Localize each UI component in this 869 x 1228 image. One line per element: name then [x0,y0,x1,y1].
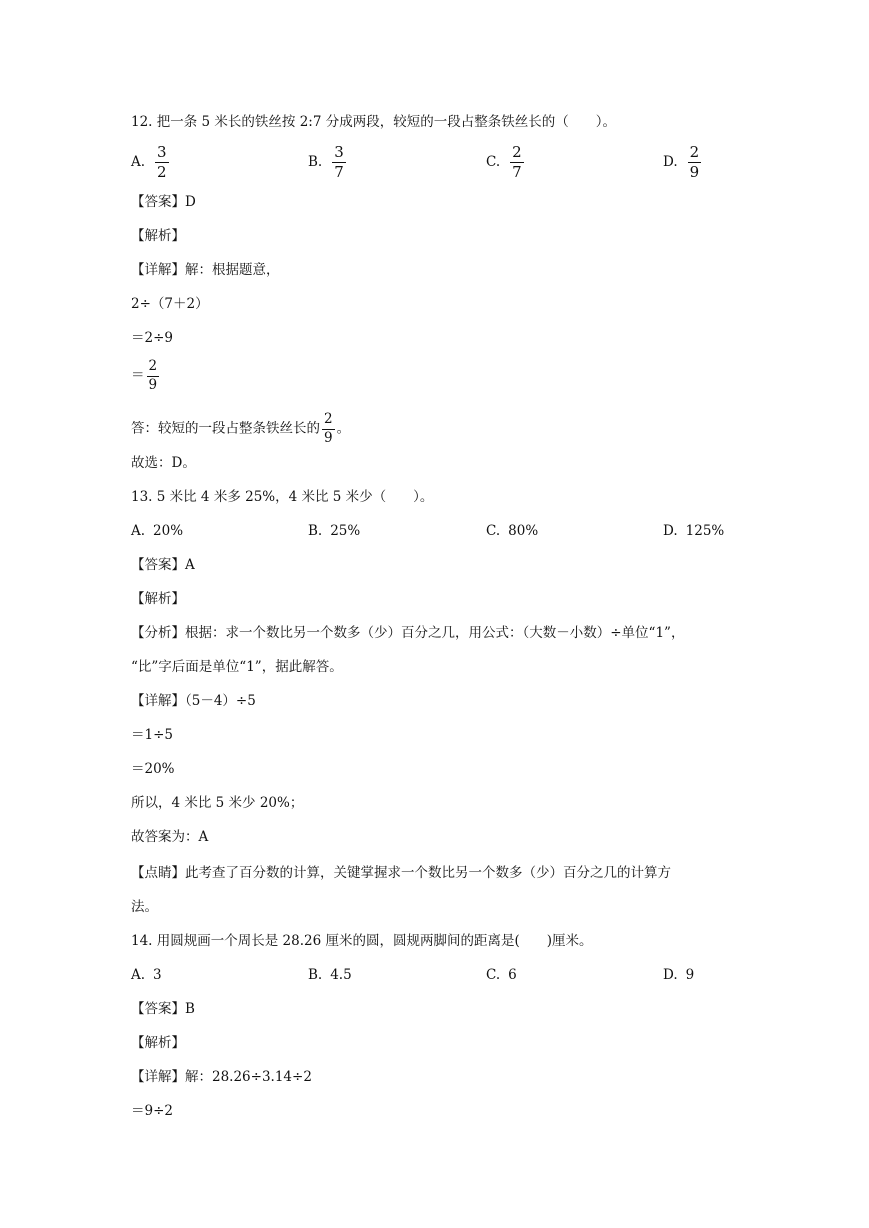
option-label: C. [486,154,501,170]
option-label: D. [663,967,678,983]
option-text: 4.5 [330,967,352,983]
option-text: 25% [330,523,361,539]
q12-analysis-heading: 【解析】 [131,228,185,244]
fraction [155,145,169,180]
option-label: C. [486,523,501,539]
fraction [688,145,702,180]
option-text: 80% [508,523,539,539]
q13-fenxi-line-2: “比”字后面是单位“1”，据此解答。 [131,659,343,675]
reply-suffix: 。 [336,420,351,437]
fraction [147,360,160,392]
numerator: 3 [157,143,167,161]
q13-option-b [308,521,360,541]
denominator: 2 [157,163,167,181]
option-text: 20% [153,523,184,539]
q12-detail: 【详解】解：根据题意， [131,262,280,278]
q14-option-c [486,965,517,985]
q12-answer: 【答案】D [131,194,196,210]
q14-answer: 【答案】B [131,1001,195,1017]
option-text: 9 [685,967,695,983]
denominator: 9 [324,429,333,446]
q13-step-2: ＝20% [131,761,175,777]
q13-stem: 13. 5 米比 4 米多 25%，4 米比 5 米少（ ）。 [131,489,434,505]
option-text: 3 [153,967,162,983]
q13-option-a [131,521,183,541]
q12-step-3 [131,360,161,392]
q14-analysis-heading: 【解析】 [131,1035,185,1051]
q14-stem: 14. 用圆规画一个周长是 28.26 厘米的圆，圆规两脚间的距离是( )厘米。 [131,933,593,949]
option-label: A. [131,154,146,170]
q13-dianjing-line-2: 法。 [131,899,158,915]
option-label: C. [486,967,501,983]
q12-step-2: ＝2÷9 [131,330,173,346]
option-label: A. [131,523,146,539]
fraction [332,145,346,180]
numerator: 3 [334,143,344,161]
denominator: 7 [512,163,522,181]
q12-choice: 故选：D。 [131,455,196,471]
numerator: 2 [324,411,333,427]
q12-reply [131,413,350,445]
denominator: 7 [334,163,344,181]
q12-stem: 12. 把一条 5 米长的铁丝按 2:7 分成两段，较短的一段占整条铁丝长的（ ）。 [131,114,616,130]
q13-fenxi-line-1: 【分析】根据：求一个数比另一个数多（少）百分之几，用公式：（大数－小数）÷单位“1”， [131,625,685,641]
option-label: A. [131,967,146,983]
q13-step-1: ＝1÷5 [131,727,173,743]
q13-option-c [486,521,538,541]
q12-option-b [308,145,348,180]
option-text: 125% [685,523,725,539]
reply-text: 答：较短的一段占整条铁丝长的 [131,420,320,437]
q12-option-d [663,145,703,180]
q14-option-d [663,965,694,985]
q14-step-1: ＝9÷2 [131,1103,173,1119]
q13-dianjing-line-1: 【点睛】此考查了百分数的计算，关键掌握求一个数比另一个数多（少）百分之几的计算方 [131,865,671,881]
option-label: B. [308,523,323,539]
q14-option-a [131,965,162,985]
option-label: D. [663,154,678,170]
fraction [510,145,524,180]
q13-answer: 【答案】A [131,557,195,573]
q13-so: 所以，4 米比 5 米少 20%； [131,795,304,811]
fraction [322,413,335,445]
q13-option-d [663,521,724,541]
q13-choice: 故答案为：A [131,829,209,845]
option-label: B. [308,967,323,983]
option-label: D. [663,523,678,539]
q13-analysis-heading: 【解析】 [131,591,185,607]
equals-sign: ＝ [131,367,145,384]
q14-option-b [308,965,352,985]
numerator: 2 [148,358,158,374]
denominator: 9 [148,376,158,393]
denominator: 9 [689,163,700,181]
q12-step-1: 2÷（7＋2） [131,296,209,312]
q12-option-a [131,145,171,180]
option-label: B. [308,154,323,170]
option-text: 6 [508,967,517,983]
q12-option-c [486,145,526,180]
q13-detail: 【详解】（5－4）÷5 [131,693,256,709]
numerator: 2 [512,143,522,161]
q14-detail: 【详解】解：28.26÷3.14÷2 [131,1069,312,1085]
numerator: 2 [689,143,700,161]
